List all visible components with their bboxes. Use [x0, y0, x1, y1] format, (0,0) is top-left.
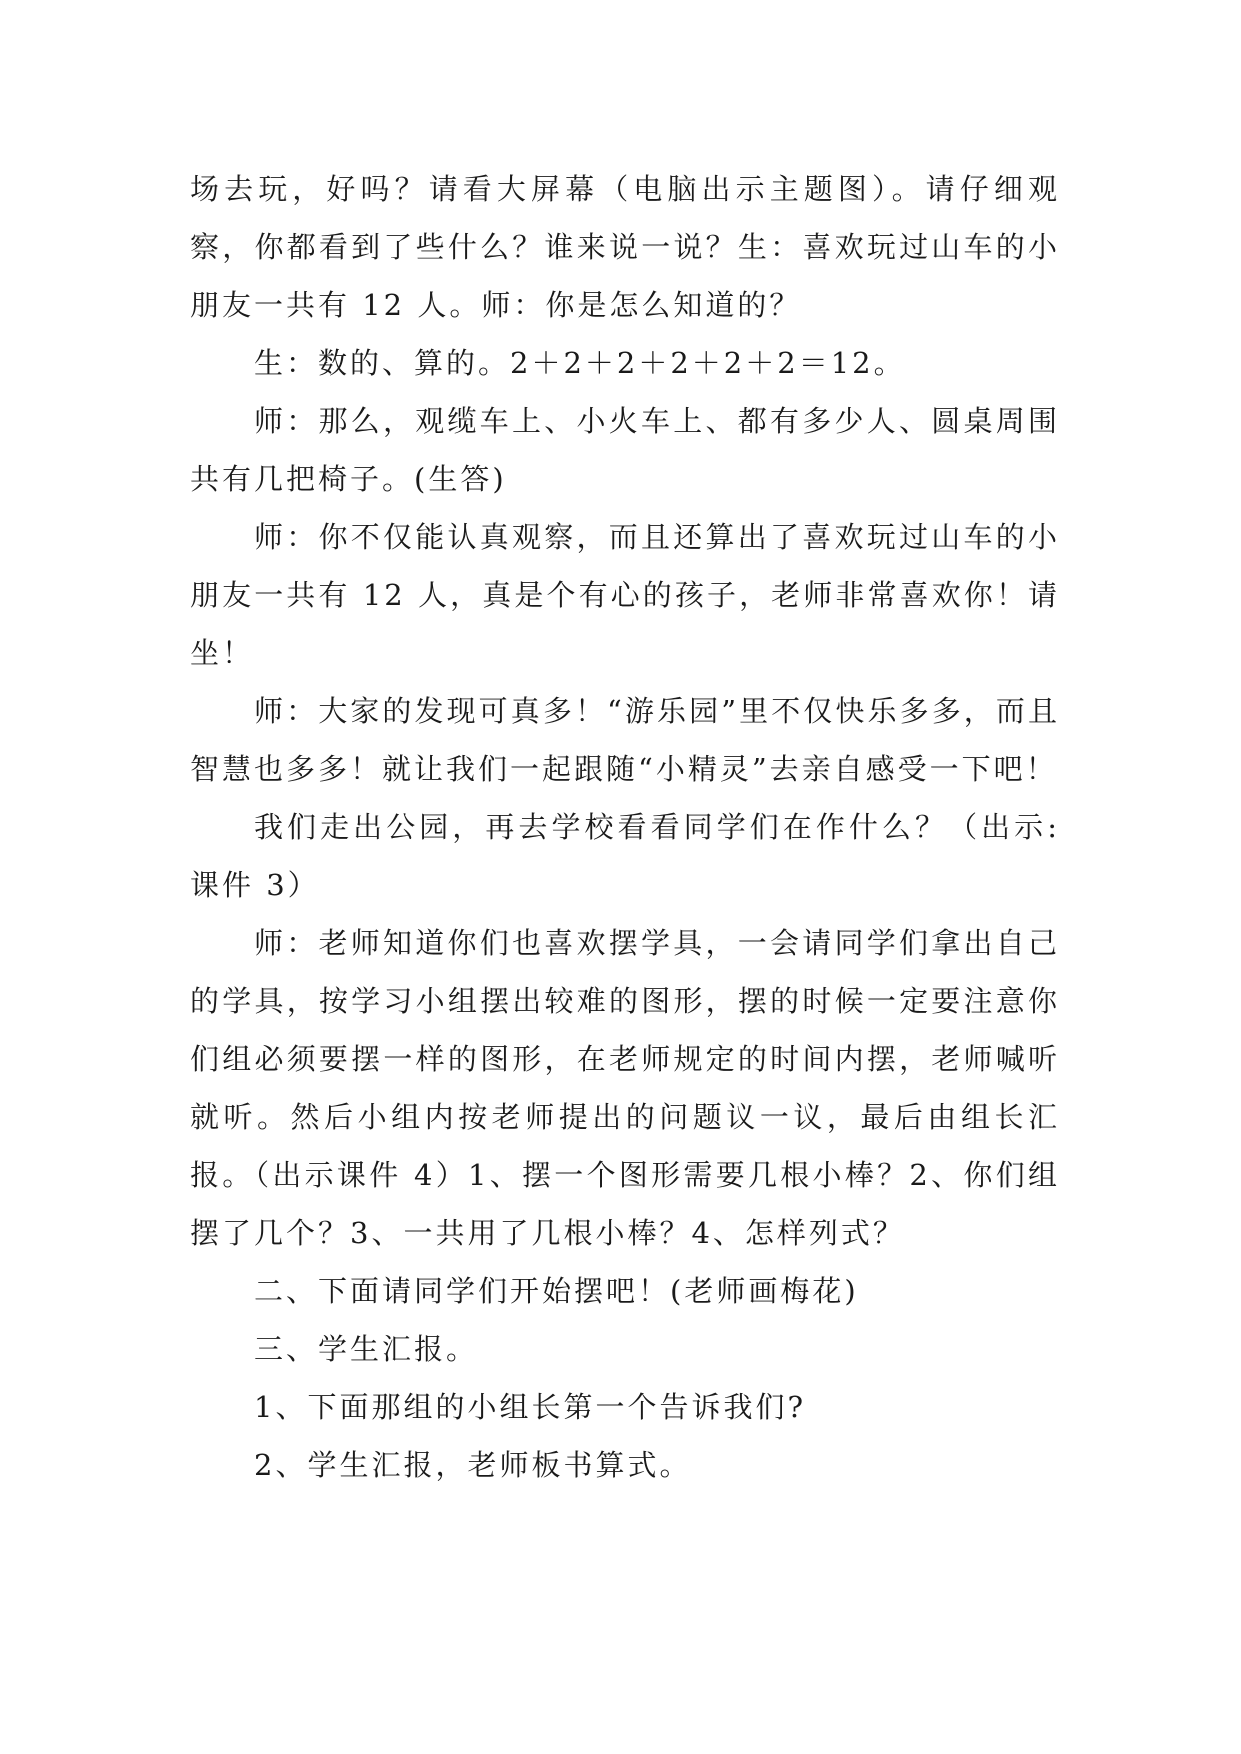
document-body: [190, 160, 1060, 1494]
paragraph: 师：大家的发现可真多！“游乐园”里不仅快乐多多，而且智慧也多多！就让我们一起跟随“小精灵”去亲自感受一下吧！: [190, 694, 1060, 786]
paragraph: 1、下面那组的小组长第一个告诉我们?: [254, 1390, 806, 1424]
paragraph: 师：你不仅能认真观察，而且还算出了喜欢玩过山车的小朋友一共有 12 人，真是个有心的孩子，老师非常喜欢你！请坐！: [190, 520, 1060, 670]
paragraph: 师：那么，观缆车上、小火车上、都有多少人、圆桌周围共有几把椅子。(生答): [190, 404, 1060, 496]
paragraph: 师：老师知道你们也喜欢摆学具，一会请同学们拿出自己的学具，按学习小组摆出较难的图形，摆的时候一定要注意你们组必须要摆一样的图形，在老师规定的时间内摆，老师喊听就听。然后小组内按老师提出的问题议一议，最后由组长汇报。（出示课件 4）1、摆一个图形需要几根小棒？2、你们组摆了几个？3、一共用了几根小棒？4、怎样列式？: [190, 926, 1060, 1250]
paragraph: 三、学生汇报。: [254, 1332, 479, 1366]
paragraph: 2、学生汇报，老师板书算式。: [254, 1448, 692, 1482]
paragraph: 场去玩，好吗？请看大屏幕（电脑出示主题图）。请仔细观察，你都看到了些什么？谁来说一说？生：喜欢玩过山车的小朋友一共有 12 人。师：你是怎么知道的？: [190, 172, 1060, 322]
paragraph: 我们走出公园，再去学校看看同学们在作什么？（出示:课件 3）: [190, 810, 1060, 902]
paragraph: 二、下面请同学们开始摆吧！(老师画梅花): [254, 1274, 859, 1308]
paragraph: 生：数的、算的。2＋2＋2＋2＋2＋2＝12。: [254, 346, 906, 380]
